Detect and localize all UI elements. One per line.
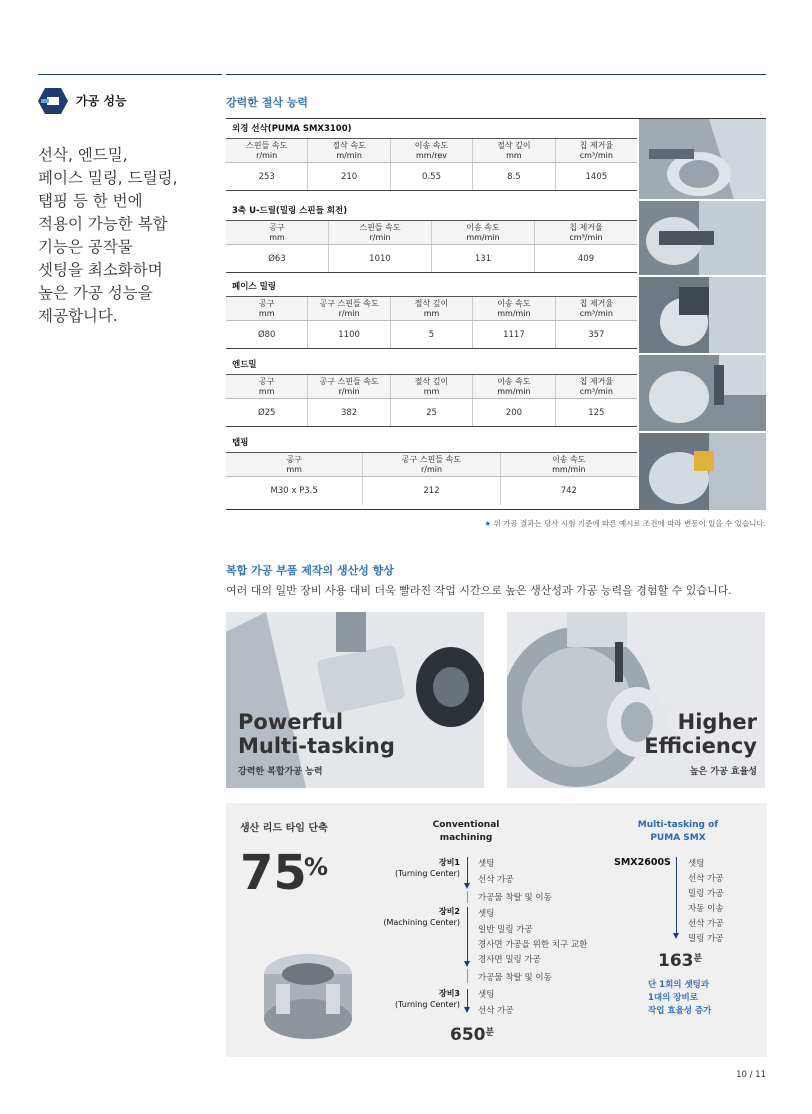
flow-line-dotted <box>467 969 468 983</box>
picture-subtitle: 높은 가공 효율성 <box>689 767 757 777</box>
header-cell: 이송 속도 mm/rev <box>391 139 473 162</box>
header-cell: 공구 스핀들 속도 r/min <box>308 297 390 320</box>
value-cell: 1117 <box>473 321 555 348</box>
cutting-spec-table <box>226 118 766 510</box>
value-cell: Ø25 <box>226 399 308 426</box>
flow-line <box>467 907 468 963</box>
conventional-step: 가공물 착탈 및 이동 <box>478 973 552 983</box>
header-cell: 절삭 속도 m/min <box>308 139 390 162</box>
conventional-step: 가공물 착탈 및 이동 <box>478 893 552 903</box>
value-cell: 0.55 <box>391 163 473 190</box>
value-cell: 131 <box>432 245 535 272</box>
block-title: 페이스 밀링 <box>226 277 637 297</box>
value-cell: 212 <box>363 477 500 505</box>
header-cell: 스핀들 속도 r/min <box>226 139 308 162</box>
page-number: 10 / 11 <box>736 1070 766 1080</box>
value-cell: 25 <box>391 399 473 426</box>
value-cell: 742 <box>560 486 577 496</box>
spec-block-end-mill <box>226 355 637 427</box>
flow-line-dotted <box>467 891 468 903</box>
value-cell: M30 x P3.5 <box>226 477 363 505</box>
conventional-head: Conventional machining <box>432 820 500 843</box>
block-title: 탭핑 <box>226 433 637 453</box>
header-row <box>226 375 637 399</box>
header-cell: 공구 스핀들 속도 r/min <box>308 375 390 398</box>
productivity-subtext: 여러 대의 일반 장비 사용 대비 더욱 빨라진 작업 시간으로 높은 생산성과 가공 능력을 경험할 수 있습니다. <box>226 584 732 597</box>
header-cell: 이송 속도 mm/min <box>432 221 535 244</box>
face-milling-photo <box>639 277 766 353</box>
header-cell: 이송 속도 mm/min <box>473 375 555 398</box>
picture-subtitle: 강력한 복합가공 능력 <box>238 767 323 777</box>
value-cell: 409 <box>577 253 595 264</box>
stage3-name: 장비3 (Turning Center) <box>394 989 460 1009</box>
smx-step: 자동 이송 <box>688 904 724 914</box>
header-cell: 칩 제거율 cm³/min <box>579 298 614 318</box>
header-cell: 절삭 깊이 mm <box>391 375 473 398</box>
value-cell: 1405 <box>585 171 608 182</box>
value-row <box>226 163 637 191</box>
u-drill-photo <box>639 201 766 275</box>
value-cell: 357 <box>588 329 605 340</box>
footnote-star: ★ <box>484 519 492 528</box>
multitasking-machine-image <box>226 612 484 788</box>
smx-total: $163^분$ <box>658 951 703 971</box>
smx-step: 밀링 가공 <box>688 889 724 899</box>
higher-efficiency-picture <box>507 612 765 788</box>
conventional-total: $650^분$ <box>450 1025 495 1045</box>
powerful-multitasking-picture <box>226 612 484 788</box>
conventional-step: 경사면 가공을 위한 치구 교환 <box>478 940 588 950</box>
productivity-heading: 복합 가공 부품 제작의 생산성 향상 <box>226 564 394 577</box>
smx-flow-line <box>676 857 677 935</box>
part-image <box>248 939 368 1049</box>
value-row <box>226 399 637 427</box>
value-cell: Ø80 <box>226 321 308 348</box>
value-cell: 5 <box>391 321 473 348</box>
header-cell: 절삭 깊이 mm <box>391 297 473 320</box>
conventional-step: 경사면 밀링 가공 <box>478 955 541 965</box>
cutting-heading: 강력한 절삭 능력 <box>226 96 309 109</box>
value-cell: 125 <box>588 407 605 418</box>
block-title: 외경 선삭(PUMA SMX3100) <box>226 119 637 139</box>
header-cell: 칩 제거율 cm³/min <box>569 222 603 242</box>
value-cell: 1010 <box>329 245 432 272</box>
smx-step: 선삭 가공 <box>688 874 724 884</box>
value-row <box>226 321 637 349</box>
stage2-name: 장비2 (Machining Center) <box>383 907 460 927</box>
header-row <box>226 453 637 477</box>
smx-step: 선삭 가공 <box>688 919 724 929</box>
value-cell: 382 <box>308 399 390 426</box>
header-cell: 공구 mm <box>226 221 329 244</box>
value-row <box>226 477 637 505</box>
intro-text: 선삭, 엔드밀, 페이스 밀링, 드릴링, 탭핑 등 한 번에 적용이 가능한 복합 기능은 공작물 셋팅을 최소화하며 높은 가공 성능을 제공합니다. <box>38 146 178 325</box>
lead-time-percent: 75 <box>240 845 307 901</box>
conventional-step: 셋팅 <box>478 859 495 869</box>
value-cell: 210 <box>308 163 390 190</box>
top-rule-right <box>226 74 766 75</box>
conventional-step: 선삭 가공 <box>478 1006 514 1016</box>
lead-time-percent-unit: % <box>304 853 329 881</box>
footnote-text: 위 가공 결과는 당사 시험 기준에 따른 예시로 조건에 따라 변동이 있을 수 있습니다. <box>493 519 766 528</box>
header-row <box>226 139 637 163</box>
end-mill-photo <box>639 355 766 431</box>
header-row <box>226 221 637 245</box>
conventional-step: 셋팅 <box>478 990 495 1000</box>
spec-block-u-drill <box>226 201 637 273</box>
header-cell: 스핀들 속도 r/min <box>329 221 432 244</box>
header-cell: 공구 스핀들 속도 r/min <box>363 453 500 476</box>
lead-time-panel <box>226 803 767 1057</box>
header-cell: 공구 mm <box>226 375 308 398</box>
cutting-footnote <box>226 518 766 529</box>
flow-arrow-icon <box>464 961 470 967</box>
smx-step: 셋팅 <box>688 859 705 869</box>
spec-block-od-turning <box>226 119 637 191</box>
smx-head: Multi-tasking of PUMA SMX <box>637 820 719 843</box>
flow-line <box>467 989 468 1009</box>
tapping-photo <box>639 433 766 510</box>
value-cell: 200 <box>473 399 555 426</box>
picture-title-line1: Higher <box>677 710 757 734</box>
header-cell: 칩 제거율 cm³/min <box>579 140 614 160</box>
value-cell: Ø63 <box>226 245 329 272</box>
flow-arrow-icon <box>464 1007 470 1013</box>
block-title: 엔드밀 <box>226 355 637 375</box>
lead-time-label: 생산 리드 타임 단축 <box>240 823 328 834</box>
header-cell: 공구 mm <box>226 453 363 476</box>
conventional-step: 일반 밀링 가공 <box>478 925 533 935</box>
spec-block-face-milling <box>226 277 637 349</box>
od-turning-photo <box>639 119 766 199</box>
efficiency-machine-image <box>507 612 765 788</box>
conventional-step: 셋팅 <box>478 909 495 919</box>
picture-title-line2: Multi-tasking <box>238 734 395 758</box>
value-cell: 253 <box>226 163 308 190</box>
header-row <box>226 297 637 321</box>
stage1-name: 장비1 (Turning Center) <box>394 858 460 878</box>
block-title: 3축 U-드릴(밀링 스핀들 회전) <box>226 201 637 221</box>
header-cell: 절삭 깊이 mm <box>473 139 555 162</box>
value-cell: 1100 <box>308 321 390 348</box>
section-label: 가공 성능 <box>76 94 127 108</box>
smx-model: SMX2600S <box>614 857 671 868</box>
section-badge-icon <box>38 88 68 114</box>
picture-title-line2: Efficiency <box>644 734 757 758</box>
header-cell: 이송 속도 mm/min <box>552 454 586 474</box>
smx-flow-arrow-icon <box>673 933 679 939</box>
flow-line <box>467 857 468 885</box>
spec-block-tapping <box>226 433 637 505</box>
smx-note: 단 1회의 셋팅과 1대의 장비로 작업 효율성 증가 <box>648 980 712 1016</box>
smx-step: 밀링 가공 <box>688 934 724 944</box>
picture-title-line1: Powerful <box>238 710 344 734</box>
flow-arrow-icon <box>464 883 470 889</box>
value-row <box>226 245 637 273</box>
conventional-step: 선삭 가공 <box>478 875 514 885</box>
value-cell: 8.5 <box>473 163 555 190</box>
header-cell: 공구 mm <box>226 297 308 320</box>
top-rule-left <box>38 74 222 75</box>
header-cell: 이송 속도 mm/min <box>473 297 555 320</box>
header-cell: 칩 제거율 cm³/min <box>579 376 614 396</box>
